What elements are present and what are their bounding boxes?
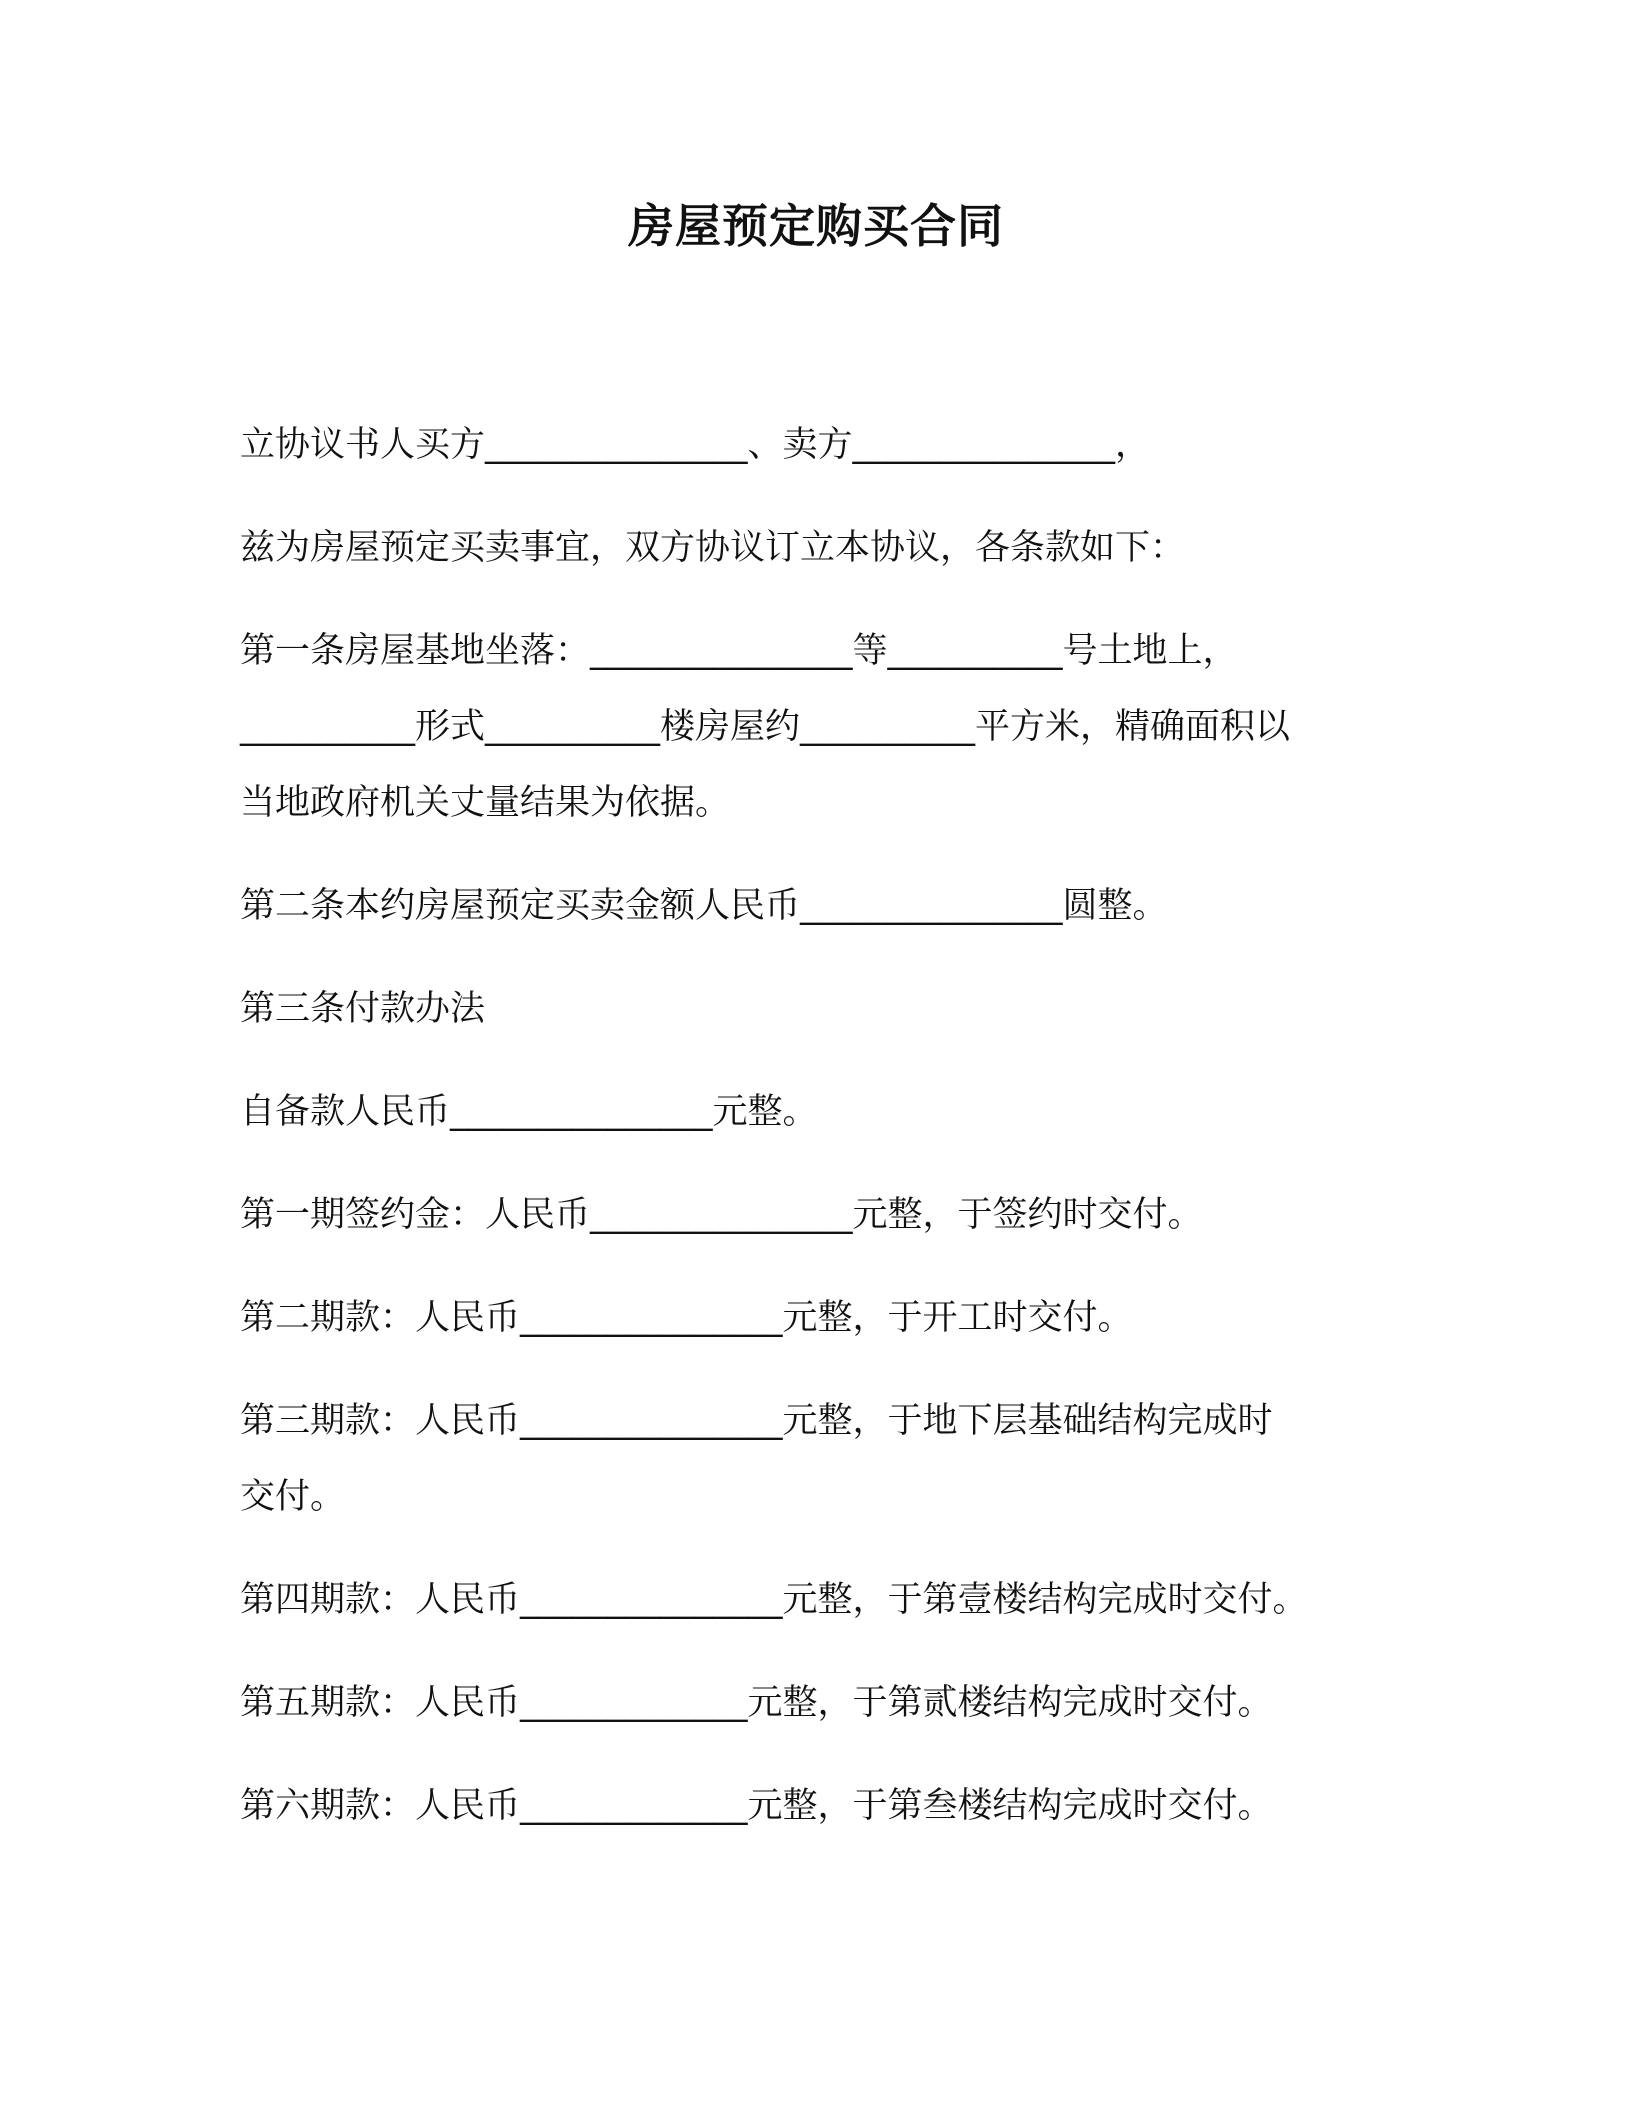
article-1-line-2: __________形式__________楼房屋约__________平方米，精确面积以: [240, 707, 1291, 747]
article-2-line: 第二条本约房屋预定买卖金额人民币_______________圆整。: [240, 886, 1168, 926]
installment-5-line: 第五期款：人民币_____________元整，于第贰楼结构完成时交付。: [240, 1683, 1273, 1723]
article-1-line-1: 第一条房屋基地坐落：_______________等__________号土地上，: [240, 631, 1238, 671]
installment-1-line: 第一期签约金：人民币_______________元整，于签约时交付。: [240, 1195, 1203, 1235]
installment-2-line: 第二期款：人民币_______________元整，于开工时交付。: [240, 1298, 1133, 1338]
installment-6-line: 第六期款：人民币_____________元整，于第叁楼结构完成时交付。: [240, 1786, 1273, 1826]
self-funds-line: 自备款人民币_______________元整。: [240, 1092, 818, 1132]
party-line: 立协议书人买方_______________、卖方_______________，: [240, 425, 1151, 465]
installment-3-line-2: 交付。: [240, 1477, 346, 1517]
preamble-line: 兹为房屋预定买卖事宜，双方协议订立本协议，各条款如下：: [240, 528, 1186, 568]
document-title: 房屋预定购买合同: [628, 199, 1004, 253]
article-3-heading: 第三条付款办法: [240, 989, 486, 1029]
installment-4-line: 第四期款：人民币_______________元整，于第壹楼结构完成时交付。: [240, 1580, 1308, 1620]
article-1-line-3: 当地政府机关丈量结果为依据。: [240, 783, 731, 823]
installment-3-line-1: 第三期款：人民币_______________元整，于地下层基础结构完成时: [240, 1401, 1273, 1441]
